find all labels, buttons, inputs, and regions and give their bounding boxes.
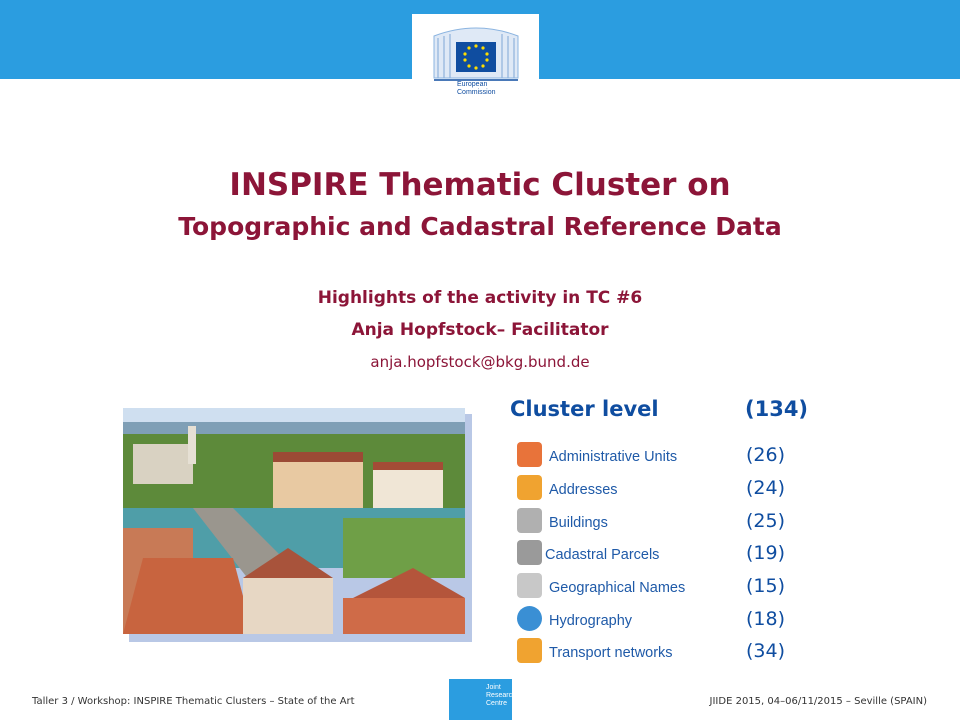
addresses-icon [517, 475, 542, 500]
presenter-name: Anja Hopfstock– Facilitator [351, 320, 609, 340]
slide-subtitle: Topographic and Cadastral Reference Data [178, 212, 782, 241]
theme-count: (25) [746, 510, 786, 532]
cluster-level-count: (134) [745, 397, 809, 421]
footer-workshop-text: Taller 3 / Workshop: INSPIRE Thematic Clusters – State of the Art [32, 696, 355, 707]
footer-event-text: JIIDE 2015, 04–06/11/2015 – Seville (SPAIN) [709, 696, 927, 707]
theme-count: (26) [746, 444, 786, 466]
theme-count: (15) [746, 575, 786, 597]
theme-row-cadastral-parcels [517, 540, 817, 570]
buildings-icon [517, 508, 542, 533]
presenter-email: anja.hopfstock@bkg.bund.de [370, 353, 590, 371]
cadastral-parcels-icon [517, 540, 542, 565]
theme-row-administrative-units [517, 442, 817, 472]
theme-count: (34) [746, 640, 786, 662]
theme-row-geographical-names [517, 573, 817, 603]
european-commission-logo-text: European Commission [457, 81, 496, 96]
theme-count: (18) [746, 608, 786, 630]
theme-row-transport-networks [517, 638, 817, 668]
theme-count: (24) [746, 477, 786, 499]
theme-row-buildings [517, 508, 817, 538]
city-photo [123, 408, 465, 634]
theme-name: Geographical Names [549, 580, 686, 596]
slide-title: INSPIRE Thematic Cluster on [229, 167, 731, 203]
theme-name: Hydrography [549, 613, 633, 629]
theme-name: Cadastral Parcels [545, 547, 660, 563]
geographical-names-icon [517, 573, 542, 598]
theme-name: Administrative Units [549, 449, 678, 465]
cluster-level-label: Cluster level [510, 397, 659, 421]
theme-row-hydrography [517, 606, 817, 636]
theme-row-addresses [517, 475, 817, 505]
hydrography-icon [517, 606, 542, 631]
theme-name: Addresses [549, 482, 618, 498]
admin-units-icon [517, 442, 542, 467]
jrc-logo-text: Joint Research Centre [486, 684, 516, 707]
theme-name: Buildings [549, 515, 608, 531]
theme-count: (19) [746, 542, 786, 564]
transport-networks-icon [517, 638, 542, 663]
highlights-heading: Highlights of the activity in TC #6 [317, 288, 643, 308]
theme-name: Transport networks [549, 645, 673, 661]
